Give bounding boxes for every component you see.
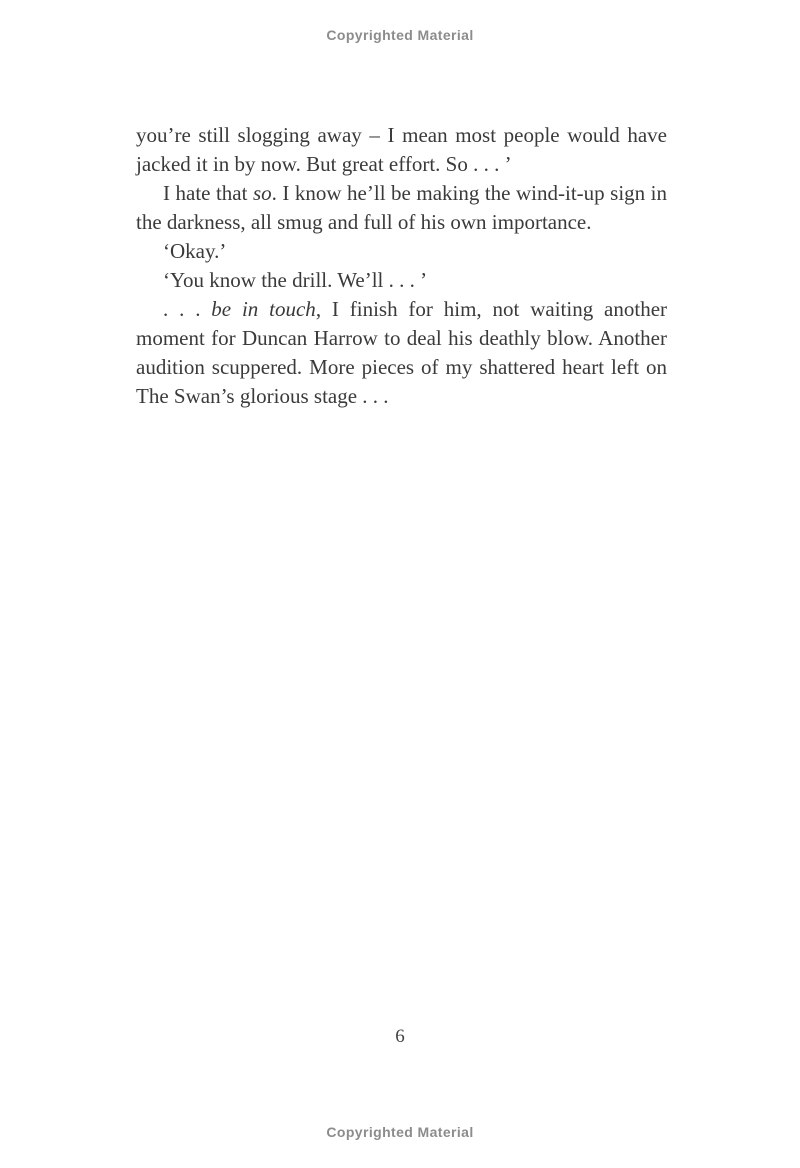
- paragraph: [136, 121, 667, 179]
- text-run: ‘Okay.’: [163, 239, 227, 263]
- text-run: . . .: [163, 297, 212, 321]
- paragraph: [136, 266, 667, 295]
- copyright-notice-bottom: Copyrighted Material: [326, 1124, 474, 1140]
- italic-text-run: so: [252, 181, 272, 205]
- copyright-notice-top: Copyrighted Material: [326, 27, 474, 43]
- text-run: I hate that: [163, 181, 253, 205]
- italic-text-run: be in touch: [211, 297, 316, 321]
- text-run: . I know he’ll be making the wind-it-up sign in the darkness, all smug and full of his own importance.: [136, 181, 667, 234]
- text-run: you’re still slogging away – I mean most people would have jacked it in by now. But great effort. So . . . ’: [136, 123, 667, 176]
- text-run: ‘You know the drill. We’ll . . . ’: [163, 268, 428, 292]
- text-run: , I finish for him, not waiting another moment for Duncan Harrow to deal his deathly blow. Another audition scuppered. More pieces of my shattered heart left on The Swan’s glorious stage . . .: [136, 297, 668, 408]
- paragraph: [136, 237, 667, 266]
- paragraph: [136, 295, 667, 411]
- text-block: [136, 121, 667, 411]
- page-number: 6: [395, 1026, 405, 1047]
- paragraph: [136, 179, 667, 237]
